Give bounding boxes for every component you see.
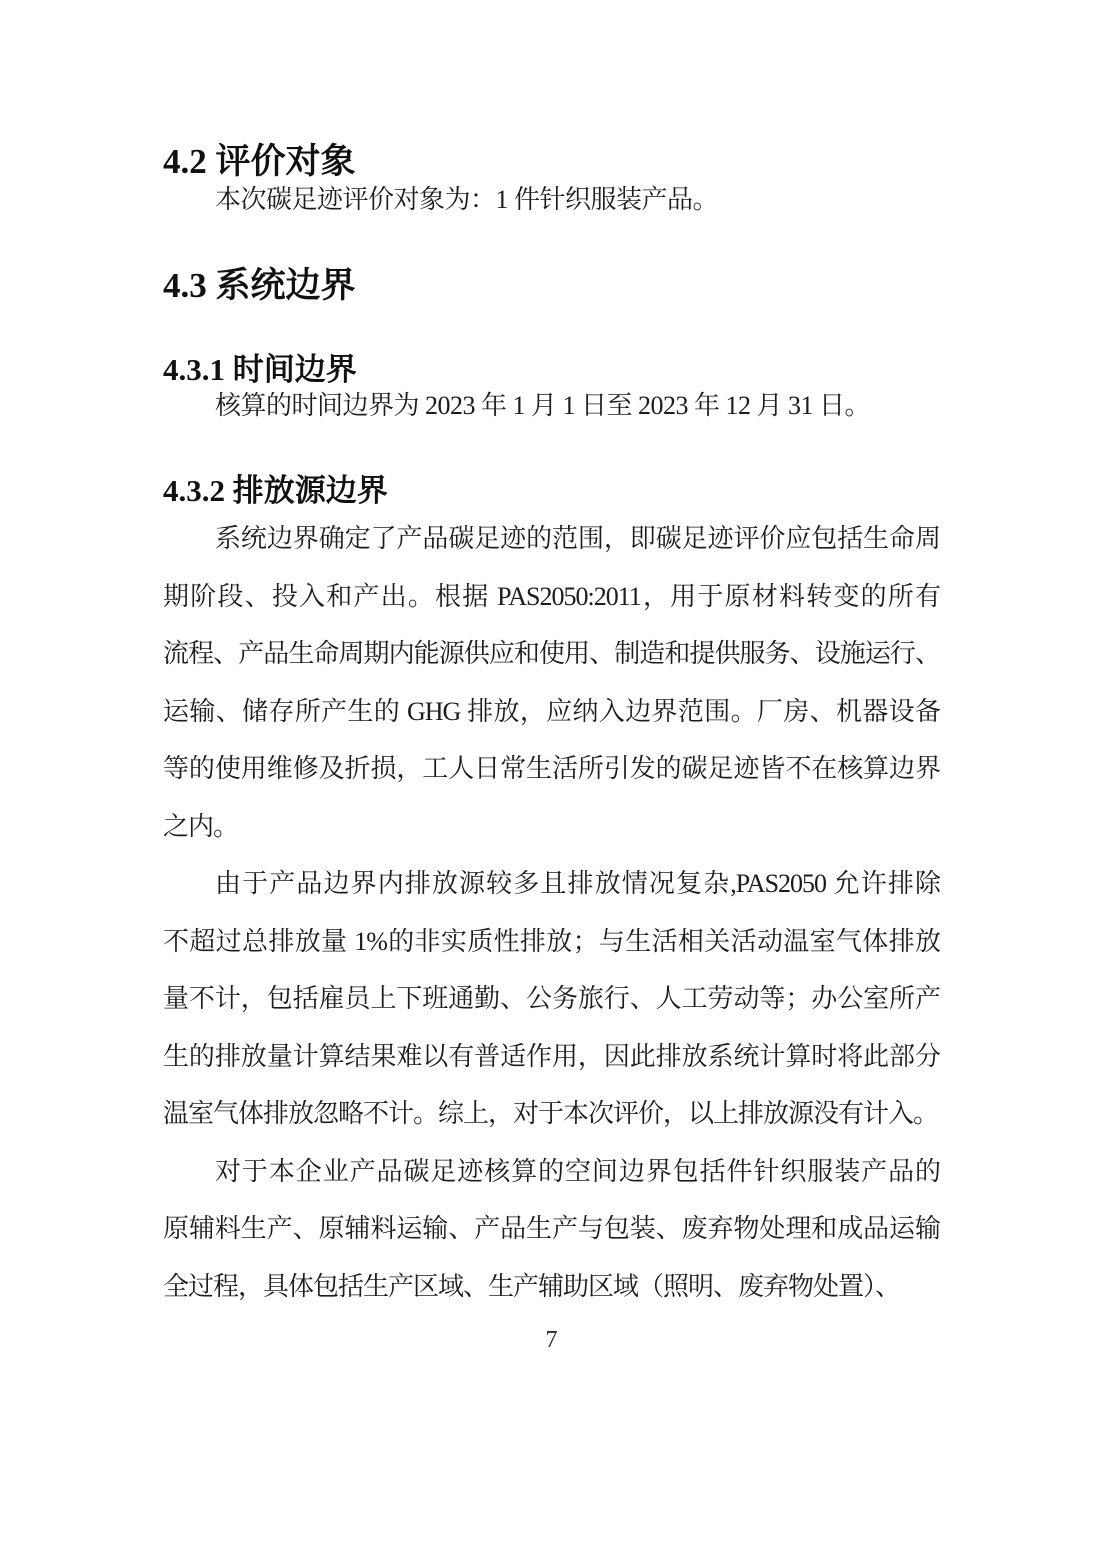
text-line: 运输、储存所产生的 GHG 排放，应纳入边界范围。厂房、机器设备 bbox=[163, 696, 940, 726]
text-line: 流程、产品生命周期内能源供应和使用、制造和提供服务、设施运行、 bbox=[163, 639, 940, 668]
text-line: 原辅料生产、原辅料运输、产品生产与包装、废弃物处理和成品运输 bbox=[163, 1214, 940, 1243]
text-line: 对于本企业产品碳足迹核算的空间边界包括件针织服装产品的 bbox=[215, 1156, 940, 1186]
paragraph-system-boundary-scope bbox=[163, 510, 940, 855]
text-line: 等的使用维修及折损，工人日常生活所引发的碳足迹皆不在核算边界 bbox=[163, 754, 940, 783]
section-heading-4-3: 4.3 系统边界 bbox=[163, 266, 356, 305]
text-line: 期阶段、投入和产出。根据 PAS2050:2011，用于原材料转变的所有 bbox=[163, 581, 940, 611]
page-number: 7 bbox=[545, 1327, 558, 1353]
section-heading-4-2: 4.2 评价对象 bbox=[163, 142, 356, 181]
text-line: 之内。 bbox=[163, 811, 239, 841]
text-line: 由于产品边界内排放源较多且排放情况复杂,PAS2050 允许排除 bbox=[215, 869, 940, 898]
text-line: 系统边界确定了产品碳足迹的范围，即碳足迹评价应包括生命周 bbox=[215, 524, 940, 553]
paragraph-evaluation-object: 本次碳足迹评价对象为：1 件针织服装产品。 bbox=[215, 185, 719, 214]
text-line: 温室气体排放忽略不计。综上，对于本次评价，以上排放源没有计入。 bbox=[163, 1099, 939, 1128]
text-line: 量不计，包括雇员上下班通勤、公务旅行、人工劳动等；办公室所产 bbox=[163, 984, 940, 1013]
text-line: 不超过总排放量 1%的非实质性排放；与生活相关活动温室气体排放 bbox=[163, 926, 940, 956]
text-line: 全过程，具体包括生产区域、生产辅助区域（照明、废弃物处置）、 bbox=[163, 1271, 901, 1301]
paragraph-exclusions bbox=[163, 855, 940, 1143]
paragraph-spatial-boundary bbox=[163, 1143, 940, 1316]
paragraph-time-boundary: 核算的时间边界为 2023 年 1 月 1 日至 2023 年 12 月 31 日。 bbox=[215, 391, 871, 420]
section-heading-4-3-2: 4.3.2 排放源边界 bbox=[163, 473, 388, 508]
section-heading-4-3-1: 4.3.1 时间边界 bbox=[163, 352, 357, 387]
text-line: 生的排放量计算结果难以有普适作用，因此排放系统计算时将此部分 bbox=[163, 1041, 940, 1071]
